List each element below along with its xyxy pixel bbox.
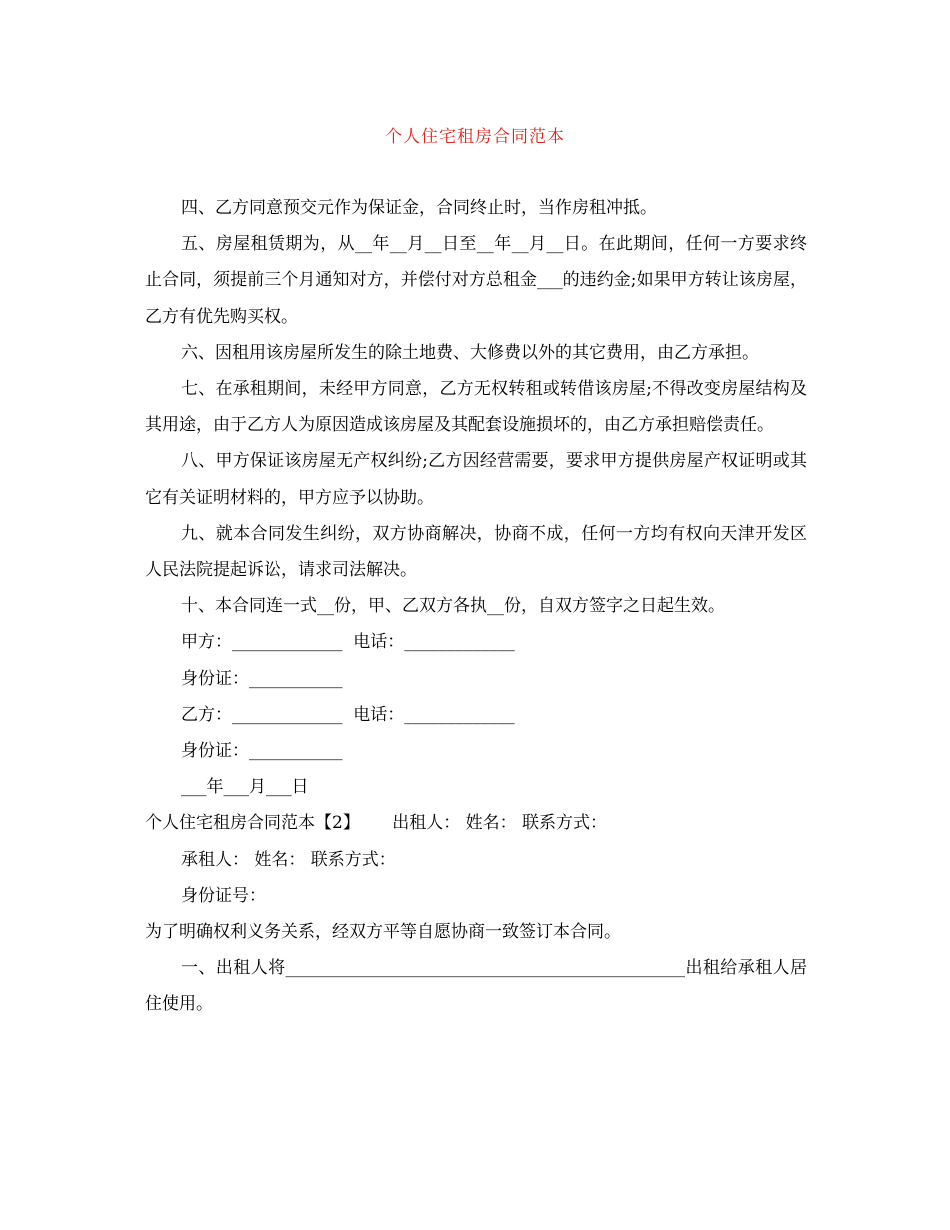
party-b-id-line: 身份证：___________ bbox=[181, 741, 343, 762]
clause-10: 十、本合同连一式__份，甲、乙双方各执__份，自双方签字之日起生效。 bbox=[181, 596, 725, 617]
second-contract-heading: 个人住宅租房合同范本【2】 出租人： 姓名： 联系方式： bbox=[145, 813, 608, 834]
document-title: 个人住宅租房合同范本 bbox=[385, 127, 565, 147]
party-a-signature-line: 甲方：_____________ 电话：_____________ bbox=[181, 632, 515, 653]
clause-1: 一、出租人将_______________________________________________出租给承租人居住使用。 bbox=[145, 958, 807, 1015]
party-b-signature-line: 乙方：_____________ 电话：_____________ bbox=[181, 704, 515, 725]
clause-4: 四、乙方同意预交元作为保证金，合同终止时，当作房租冲抵。 bbox=[181, 198, 657, 218]
date-line: ___年___月___日 bbox=[181, 777, 309, 798]
id-number-line: 身份证号： bbox=[181, 885, 266, 906]
tenant-info-line: 承租人： 姓名： 联系方式： bbox=[181, 849, 396, 870]
clause-9: 九、就本合同发生纠纷，双方协商解决，协商不成，任何一方均有权向天津开发区人民法院提起诉讼，请求司法解决。 bbox=[145, 523, 807, 581]
clause-8: 八、甲方保证该房屋无产权纠纷;乙方因经营需要，要求甲方提供房屋产权证明或其它有关证明材料的，甲方应予以协助。 bbox=[145, 451, 807, 508]
clause-6: 六、因租用该房屋所发生的除土地费、大修费以外的其它费用，由乙方承担。 bbox=[181, 342, 759, 363]
document-body bbox=[145, 190, 807, 1023]
clause-7: 七、在承租期间，未经甲方同意，乙方无权转租或转借该房屋;不得改变房屋结构及其用途，由于乙方人为原因造成该房屋及其配套设施损坏的，由乙方承担赔偿责任。 bbox=[145, 379, 807, 436]
party-a-id-line: 身份证：___________ bbox=[181, 668, 343, 689]
clause-5: 五、房屋租赁期为，从__年__月__日至__年__月__日。在此期间，任何一方要求终止合同，须提前三个月通知对方，并偿付对方总租金___的违约金;如果甲方转让该房屋，乙方有优先购买权。 bbox=[145, 234, 807, 327]
preamble: 为了明确权利义务关系，经双方平等自愿协商一致签订本合同。 bbox=[145, 922, 621, 943]
